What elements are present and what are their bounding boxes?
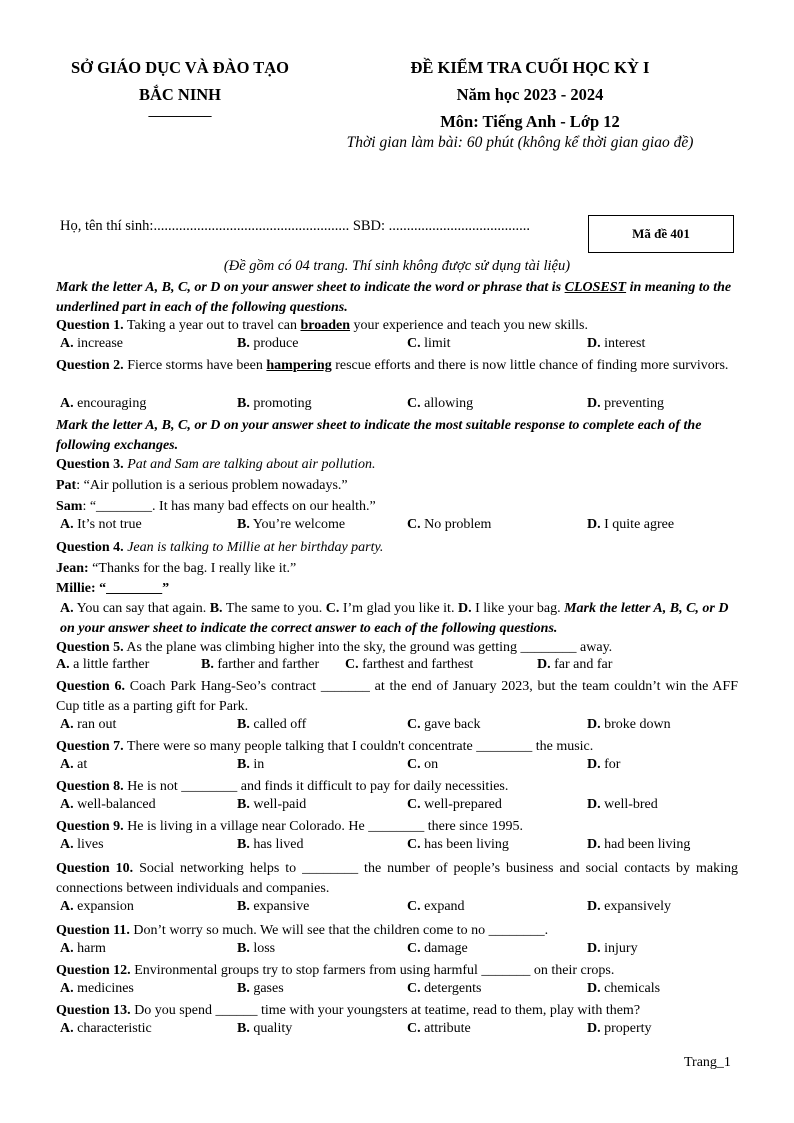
question-12-options: [56, 981, 738, 1001]
question-8-options: [56, 797, 738, 817]
question-9-options: [56, 837, 738, 857]
question-7: Question 7. There were so many people talking that I couldn't concentrate ________ the music.: [56, 739, 594, 754]
department-name: SỞ GIÁO DỤC VÀ ĐÀO TẠO: [70, 58, 290, 77]
option-a[interactable]: A. at: [60, 757, 88, 772]
question-5: Question 5. As the plane was climbing higher into the sky, the ground was getting ________ away.: [56, 640, 613, 655]
option-d[interactable]: D. for: [587, 757, 621, 772]
school-year: Năm học 2023 - 2024: [456, 85, 604, 104]
option-b[interactable]: B. has lived: [237, 837, 304, 852]
question-2: Question 2. Fierce storms have been hampering rescue efforts and there is now little chance of finding more survivors.: [56, 358, 729, 373]
option-a[interactable]: A. increase: [60, 336, 123, 351]
option-d[interactable]: D. chemicals: [587, 981, 661, 996]
option-c[interactable]: C. allowing: [407, 396, 474, 411]
header-divider: _________: [148, 104, 212, 119]
time-note: Thời gian làm bài: 60 phút (không kể thời gian giao đề): [346, 134, 694, 151]
option-b[interactable]: B. called off: [237, 717, 307, 732]
question-11: Question 11. Don’t worry so much. We will see that the children come to no ________.: [56, 923, 549, 938]
question-13-options: [56, 1021, 738, 1041]
option-c[interactable]: C. gave back: [407, 717, 481, 732]
option-a[interactable]: A. You can say that again.: [60, 601, 207, 616]
option-b[interactable]: B. promoting: [237, 396, 312, 411]
exam-code-label: Mã đề 401: [632, 226, 690, 241]
option-d[interactable]: D. property: [587, 1021, 652, 1036]
student-info-line: Họ, tên thí sinh:...................................................... SBD: .......................................: [60, 218, 531, 234]
section-1-instruction: Mark the letter A, B, C, or D on your answer sheet to indicate the word or phrase that is CLOSEST in meaning to the underlined part in each of the following questions.: [56, 280, 732, 315]
option-a[interactable]: A. harm: [60, 941, 106, 956]
question-12: Question 12. Environmental groups try to stop farmers from using harmful _______ on their crops.: [56, 963, 615, 978]
option-b[interactable]: B. expansive: [237, 899, 310, 914]
option-d[interactable]: D. I like your bag.: [457, 601, 561, 616]
option-c[interactable]: C. attribute: [407, 1021, 471, 1036]
question-3-line-2: Sam: “________. It has many bad effects on our health.”: [56, 499, 376, 514]
option-b[interactable]: B. gases: [237, 981, 284, 996]
question-10: Question 10. Social networking helps to ________ the number of people’s business and social contacts by making connections between individuals and companies.: [56, 861, 738, 896]
option-d[interactable]: D. had been living: [587, 837, 691, 852]
option-c[interactable]: C. has been living: [407, 837, 509, 852]
question-4: Question 4. Jean is talking to Millie at her birthday party.: [56, 540, 384, 555]
option-a[interactable]: A. medicines: [60, 981, 134, 996]
option-c[interactable]: C. expand: [407, 899, 465, 914]
question-3-options: [56, 517, 738, 537]
option-b[interactable]: B. quality: [237, 1021, 293, 1036]
section-2-instruction: Mark the letter A, B, C, or D on your answer sheet to indicate the most suitable response to complete each of the following exchanges.: [56, 418, 702, 453]
question-9: Question 9. He is living in a village near Colorado. He ________ there since 1995.: [56, 819, 523, 834]
option-d[interactable]: D. well-bred: [587, 797, 658, 812]
option-b[interactable]: B. well-paid: [237, 797, 307, 812]
option-c[interactable]: C. No problem: [407, 517, 492, 532]
question-3-line-1: Pat: “Air pollution is a serious problem nowadays.”: [56, 478, 348, 493]
question-4-options-and-section-3: [60, 599, 738, 639]
option-b[interactable]: B. loss: [237, 941, 276, 956]
option-d[interactable]: D. injury: [587, 941, 638, 956]
option-a[interactable]: A. expansion: [60, 899, 134, 914]
option-d[interactable]: D. preventing: [587, 396, 664, 411]
option-c[interactable]: C. farthest and farthest: [345, 657, 474, 672]
option-c[interactable]: C. damage: [407, 941, 468, 956]
question-11-options: [56, 941, 738, 961]
page-number: Trang_1: [684, 1055, 731, 1070]
option-d[interactable]: D. interest: [587, 336, 646, 351]
question-1: Question 1. Taking a year out to travel can broaden your experience and teach you new skills.: [56, 318, 588, 333]
option-a[interactable]: A. characteristic: [60, 1021, 152, 1036]
question-3: Question 3. Pat and Sam are talking about air pollution.: [56, 457, 376, 472]
option-a[interactable]: A. a little farther: [56, 657, 150, 672]
option-d[interactable]: D. broke down: [587, 717, 671, 732]
question-1-options: [56, 336, 738, 356]
subject-line: Môn: Tiếng Anh - Lớp 12: [440, 112, 620, 131]
question-13: Question 13. Do you spend ______ time with your youngsters at teatime, read to them, play with them?: [56, 1003, 641, 1018]
question-5-options: [56, 657, 738, 677]
option-a[interactable]: A. well-balanced: [60, 797, 156, 812]
option-b[interactable]: B. in: [237, 757, 265, 772]
option-c[interactable]: C. detergents: [407, 981, 482, 996]
question-8: Question 8. He is not ________ and finds it difficult to pay for daily necessities.: [56, 779, 509, 794]
option-d[interactable]: D. far and far: [537, 657, 613, 672]
option-b[interactable]: B. The same to you.: [209, 601, 323, 616]
option-b[interactable]: B. farther and farther: [201, 657, 320, 672]
exam-code-box: [588, 215, 734, 253]
option-c[interactable]: C. on: [407, 757, 439, 772]
option-d[interactable]: D. I quite agree: [587, 517, 675, 532]
section-3-instruction: Mark the letter A, B, C, or D on your answer sheet to indicate the correct answer to each of the following questions.: [60, 601, 729, 636]
option-b[interactable]: B. You’re welcome: [237, 517, 346, 532]
option-c[interactable]: C. well-prepared: [407, 797, 502, 812]
option-a[interactable]: A. It’s not true: [60, 517, 142, 532]
question-7-options: [56, 757, 738, 777]
question-10-options: [56, 899, 738, 919]
question-6-options: [56, 717, 738, 737]
exam-title: ĐỀ KIỂM TRA CUỐI HỌC KỲ I: [410, 58, 650, 77]
option-c[interactable]: C. limit: [407, 336, 451, 351]
option-a[interactable]: A. ran out: [60, 717, 117, 732]
option-c[interactable]: C. I’m glad you like it.: [325, 601, 455, 616]
question-6: Question 6. Coach Park Hang-Seo’s contract _______ at the end of January 2023, but the team couldn’t win the AFF Cup title as a parting gift for Park.: [56, 679, 738, 714]
option-a[interactable]: A. encouraging: [60, 396, 147, 411]
question-2-options: [56, 396, 738, 416]
exam-note: (Đề gồm có 04 trang. Thí sinh không được sử dụng tài liệu): [223, 258, 571, 274]
option-b[interactable]: B. produce: [237, 336, 299, 351]
option-a[interactable]: A. lives: [60, 837, 104, 852]
province-name: BẮC NINH: [138, 85, 222, 104]
question-4-line-1: Jean: “Thanks for the bag. I really like it.”: [56, 561, 297, 576]
question-4-line-2: Millie: “________”: [56, 581, 170, 596]
option-d[interactable]: D. expansively: [587, 899, 671, 914]
